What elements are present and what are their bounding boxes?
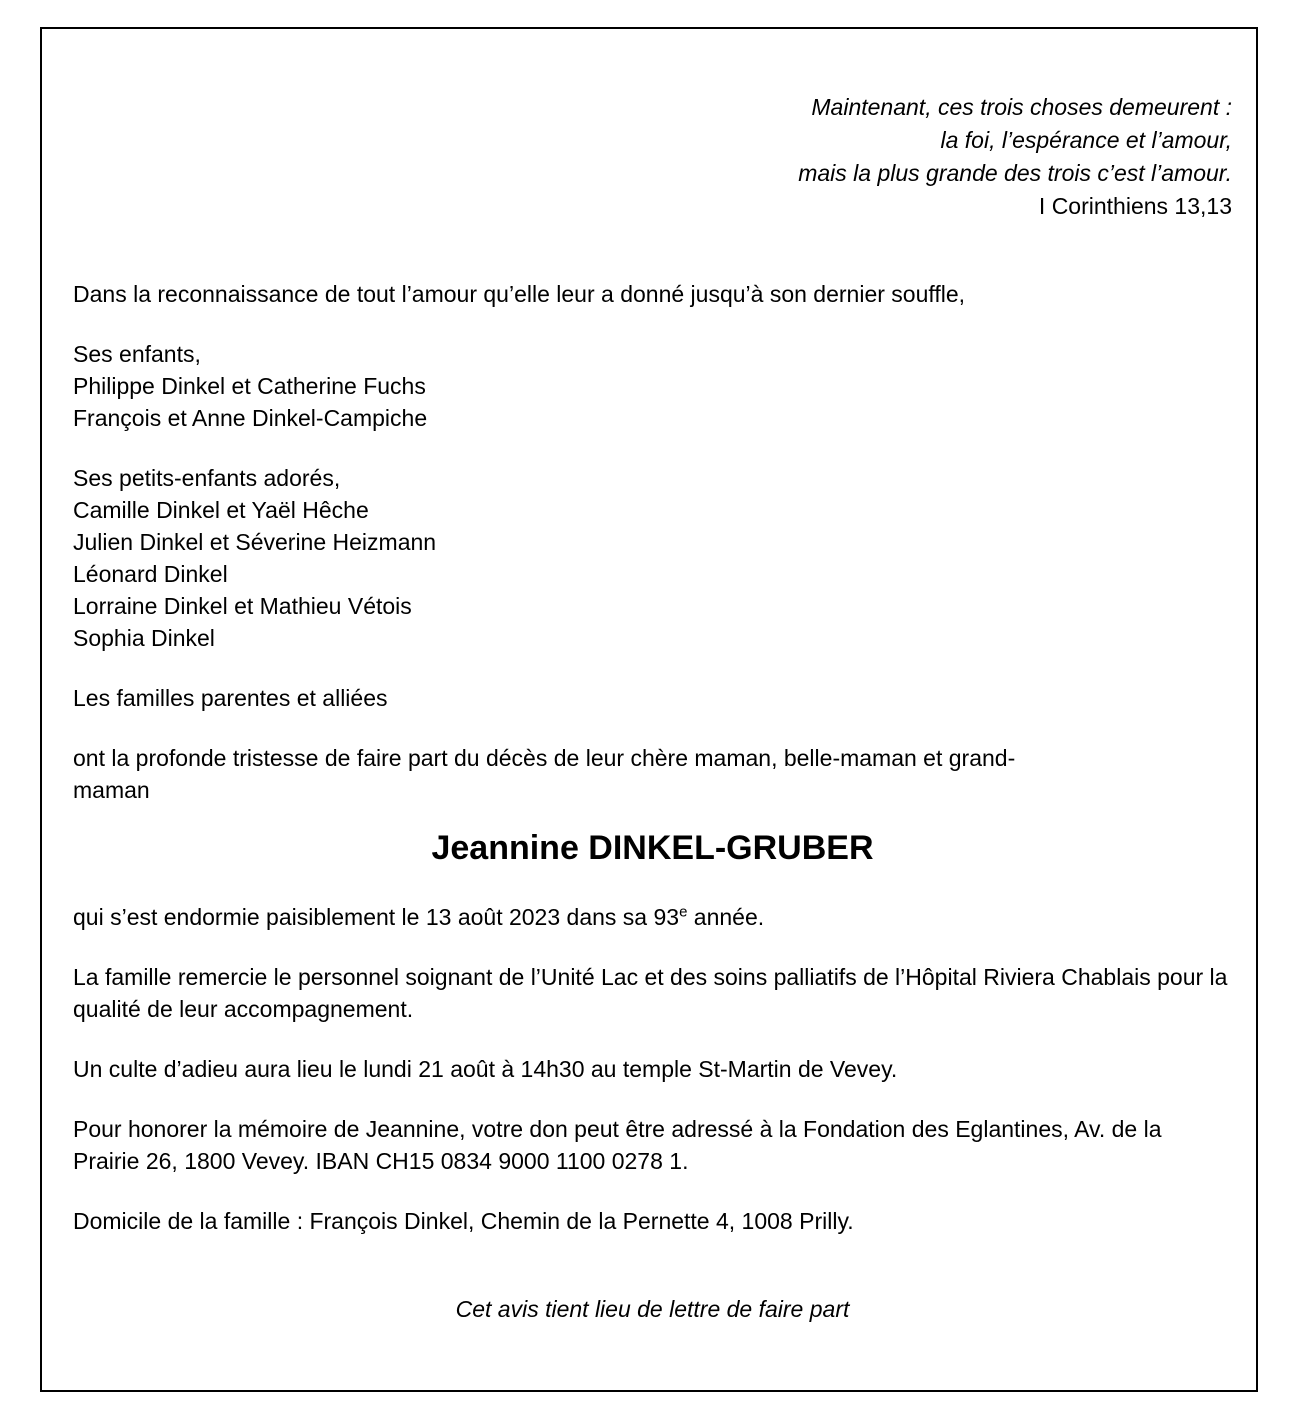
- grandchildren-list: [73, 462, 1232, 654]
- announcement-paragraph: ont la profonde tristesse de faire part du décès de leur chère maman, belle-maman et grand-maman: [73, 745, 1016, 803]
- thanks-paragraph: La famille remercie le personnel soignant de l’Unité Lac et des soins palliatifs de l’Hôpital Riviera Chablais pour la qualité de leur accompagnement.: [73, 964, 1228, 1022]
- document-border-frame: [40, 27, 1258, 1392]
- family-member-line: Léonard Dinkel: [73, 561, 228, 587]
- bible-quote: [73, 91, 1232, 223]
- death-date-text: qui s’est endormie paisiblement le 13 août 2023 dans sa 93: [73, 904, 680, 930]
- children-header: Ses enfants,: [73, 341, 201, 367]
- family-member-line: Camille Dinkel et Yaël Hêche: [73, 497, 369, 523]
- deceased-name-title: Jeannine DINKEL-GRUBER: [431, 829, 874, 867]
- family-member-line: Julien Dinkel et Séverine Heizmann: [73, 529, 437, 555]
- family-member-line: François et Anne Dinkel-Campiche: [73, 405, 428, 431]
- death-date-text-end: année.: [687, 904, 765, 930]
- children-list: [73, 338, 1232, 434]
- ceremony-paragraph: Un culte d’adieu aura lieu le lundi 21 août à 14h30 au temple St-Martin de Vevey.: [73, 1056, 898, 1082]
- residence-paragraph: Domicile de la famille : François Dinkel, Chemin de la Pernette 4, 1008 Prilly.: [73, 1208, 854, 1234]
- quote-line: mais la plus grande des trois c’est l’amour.: [798, 160, 1232, 186]
- quote-line: Maintenant, ces trois choses demeurent :: [811, 94, 1232, 120]
- family-member-line: Philippe Dinkel et Catherine Fuchs: [73, 373, 426, 399]
- family-member-line: Sophia Dinkel: [73, 625, 215, 651]
- closing-line: Cet avis tient lieu de lettre de faire part: [455, 1296, 850, 1322]
- intro-paragraph: Dans la reconnaissance de tout l’amour qu’elle leur a donné jusqu’à son dernier souffle,: [73, 281, 966, 307]
- families-line: Les familles parentes et alliées: [73, 685, 388, 711]
- family-member-line: Lorraine Dinkel et Mathieu Vétois: [73, 593, 412, 619]
- grandchildren-header: Ses petits-enfants adorés,: [73, 465, 341, 491]
- quote-line: la foi, l’espérance et l’amour,: [940, 127, 1232, 153]
- death-date-line: [73, 901, 1232, 933]
- ordinal-superscript: e: [679, 903, 688, 921]
- donation-paragraph: Pour honorer la mémoire de Jeannine, votre don peut être adressé à la Fondation des Eglantines, Av. de la Prairie 26, 1800 Vevey. IBAN CH15 0834 9000 1100 0278 1.: [73, 1116, 1162, 1174]
- quote-attribution: I Corinthiens 13,13: [1038, 193, 1232, 219]
